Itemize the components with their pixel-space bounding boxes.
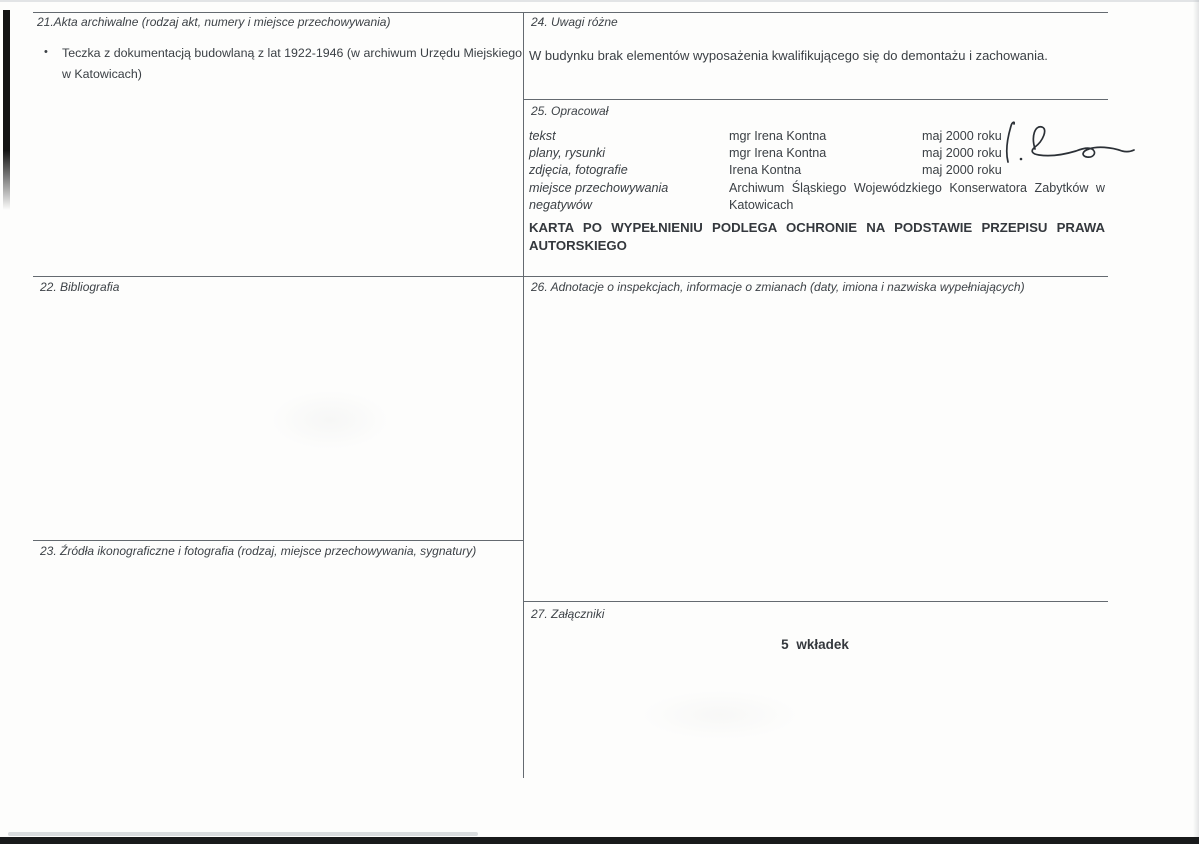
section-21-header: 21.Akta archiwalne (rodzaj akt, numery i miejsce przechowywania) xyxy=(37,15,391,29)
section-25-top-line xyxy=(524,99,1108,100)
negatives-storage-value: Archiwum Śląskiego Wojewódzkiego Konserwatora Zabytków w Katowicach xyxy=(729,180,1105,212)
section-26-header: 26. Adnotacje o inspekcjach, informacje o zmianach (daty, imiona i nazwiska wypełniających) xyxy=(531,280,1025,294)
section-24-remarks-text: W budynku brak elementów wyposażenia kwalifikującego się do demontażu i zachowania. xyxy=(529,48,1048,63)
column-divider-line xyxy=(523,12,524,778)
scan-smudge xyxy=(270,390,390,450)
section-21-archive-item: Teczka z dokumentacją budowlaną z lat 1922-1946 (w archiwum Urzędu Miejskiego w Katowicach) xyxy=(62,46,522,81)
copyright-notice: KARTA PO WYPEŁNIENIU PODLEGA OCHRONIE NA PODSTAWIE PRZEPISU PRAWA AUTORSKIEGO xyxy=(529,220,1105,253)
scan-edge-top xyxy=(0,0,1199,2)
negatives-storage-label: miejsce przechowywania negatywów xyxy=(529,180,669,212)
author-role-label: zdjęcia, fotografie xyxy=(529,163,628,178)
section-27-header: 27. Załączniki xyxy=(531,607,605,621)
author-role-label: tekst xyxy=(529,129,556,143)
section-27-top-line xyxy=(524,601,1108,602)
scan-smear-bottom xyxy=(8,832,478,836)
section-25-header: 25. Opracował xyxy=(531,104,609,118)
section-22-26-top-line xyxy=(33,276,1108,277)
section-23-header: 23. Źródła ikonograficzne i fotografia (rodzaj, miejsce przechowywania, sygnatury) xyxy=(40,544,477,558)
attachments-count: 5 wkładek xyxy=(781,637,849,652)
author-name: Irena Kontna xyxy=(729,163,802,178)
negatives-storage-row xyxy=(529,180,1105,214)
bullet-icon: • xyxy=(44,46,48,58)
section-23-top-line xyxy=(33,540,524,541)
author-date: maj 2000 roku xyxy=(922,163,1002,178)
scan-edge-left xyxy=(3,10,10,210)
form-top-line xyxy=(33,12,1108,13)
author-name: mgr Irena Kontna xyxy=(729,129,827,143)
section-22-header: 22. Bibliografia xyxy=(40,280,120,294)
author-date: maj 2000 roku xyxy=(922,146,1002,161)
scan-smudge xyxy=(640,690,800,740)
scan-edge-right xyxy=(1193,0,1199,844)
author-name: mgr Irena Kontna xyxy=(729,146,827,161)
section-24-header: 24. Uwagi różne xyxy=(531,15,618,29)
author-date: maj 2000 roku xyxy=(922,129,1002,143)
handwritten-signature-scribble xyxy=(990,114,1138,178)
scan-edge-bottom xyxy=(0,837,1199,844)
author-role-label: plany, rysunki xyxy=(529,146,606,161)
